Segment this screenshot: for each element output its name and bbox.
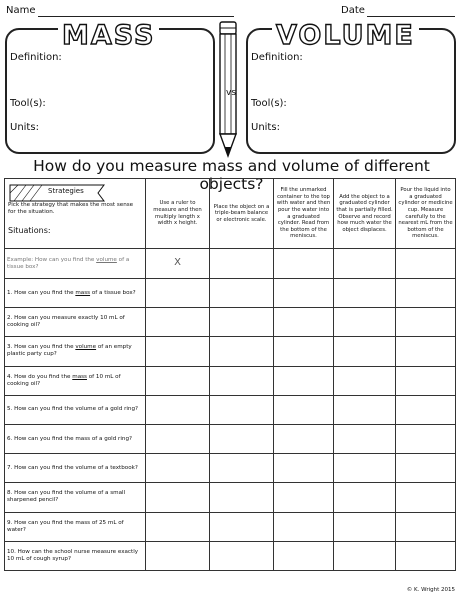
answer-cell[interactable]	[210, 512, 274, 541]
answer-cell[interactable]	[274, 366, 334, 395]
answer-cell[interactable]	[334, 541, 396, 570]
example-mark: X	[146, 249, 210, 279]
answer-cell[interactable]	[210, 483, 274, 512]
answer-cell[interactable]	[210, 454, 274, 483]
name-label: Name	[6, 5, 36, 16]
situation-question: 7. How can you find the volume of a textbook?	[5, 454, 146, 483]
strategies-instruction: Pick the strategy that makes the most sense for the situation.	[8, 201, 134, 215]
answer-cell[interactable]	[274, 541, 334, 570]
strategy-header-3: Fill the unmarked container to the top with water and then pour the water into a graduated cylinder. Read from the bottom of the meniscus.	[274, 179, 334, 249]
strategy-header-1: Use a ruler to measure and then multiply length x width x height.	[146, 179, 210, 249]
answer-cell[interactable]	[334, 395, 396, 424]
answer-cell[interactable]	[396, 424, 456, 453]
date-label: Date	[341, 5, 365, 16]
answer-cell[interactable]	[146, 395, 210, 424]
answer-cell[interactable]	[396, 395, 456, 424]
situation-question: 10. How can the school nurse measure exactly 10 mL of cough syrup?	[5, 541, 146, 570]
answer-cell[interactable]	[274, 454, 334, 483]
example-row	[5, 249, 456, 279]
answer-cell[interactable]	[334, 512, 396, 541]
answer-cell[interactable]	[334, 483, 396, 512]
mass-definition-label: Definition:	[10, 52, 62, 63]
answer-cell[interactable]	[146, 483, 210, 512]
answer-cell[interactable]	[146, 512, 210, 541]
answer-cell[interactable]	[146, 279, 210, 308]
answer-cell[interactable]	[334, 279, 396, 308]
example-cell[interactable]	[334, 249, 396, 279]
answer-cell[interactable]	[334, 424, 396, 453]
situation-row	[5, 483, 456, 512]
answer-cell[interactable]	[396, 454, 456, 483]
volume-title: VOLUME	[272, 20, 419, 51]
answer-cell[interactable]	[210, 308, 274, 337]
answer-cell[interactable]	[396, 512, 456, 541]
copyright: © K. Wright 2015	[406, 587, 455, 593]
answer-cell[interactable]	[396, 279, 456, 308]
situation-row	[5, 279, 456, 308]
strategy-header-4: Add the object to a graduated cylinder that is partially filled. Observe and record how much water the object displaces.	[334, 179, 396, 249]
vs-label: vs	[226, 88, 237, 98]
answer-cell[interactable]	[210, 424, 274, 453]
answer-cell[interactable]	[210, 366, 274, 395]
answer-cell[interactable]	[146, 308, 210, 337]
mass-units-label: Units:	[10, 122, 39, 133]
answer-cell[interactable]	[274, 512, 334, 541]
answer-cell[interactable]	[146, 366, 210, 395]
example-cell[interactable]	[210, 249, 274, 279]
volume-tools-label: Tool(s):	[251, 98, 287, 109]
answer-cell[interactable]	[274, 395, 334, 424]
strategies-title: Strategies	[48, 187, 84, 195]
situation-question: 8. How can you find the volume of a small sharpened pencil?	[5, 483, 146, 512]
answer-cell[interactable]	[146, 337, 210, 366]
situation-row	[5, 454, 456, 483]
situation-row	[5, 512, 456, 541]
answer-cell[interactable]	[274, 424, 334, 453]
answer-cell[interactable]	[274, 483, 334, 512]
situation-row	[5, 395, 456, 424]
situation-question: 6. How can you find the mass of a gold ring?	[5, 424, 146, 453]
situation-row	[5, 337, 456, 366]
situation-question: 9. How can you find the mass of 25 mL of water?	[5, 512, 146, 541]
answer-cell[interactable]	[334, 337, 396, 366]
strategy-table	[4, 178, 456, 571]
answer-cell[interactable]	[146, 541, 210, 570]
mass-title: MASS	[58, 20, 159, 51]
answer-cell[interactable]	[274, 279, 334, 308]
example-question: Example: How can you find the volume of a tissue box?	[5, 249, 146, 279]
situation-question: 2. How can you measure exactly 10 mL of cooking oil?	[5, 308, 146, 337]
answer-cell[interactable]	[396, 541, 456, 570]
situation-row	[5, 366, 456, 395]
date-field[interactable]	[367, 16, 455, 17]
volume-definition-label: Definition:	[251, 52, 303, 63]
answer-cell[interactable]	[274, 337, 334, 366]
answer-cell[interactable]	[146, 424, 210, 453]
example-cell[interactable]	[396, 249, 456, 279]
situation-question: 3. How can you find the volume of an empty plastic party cup?	[5, 337, 146, 366]
answer-cell[interactable]	[146, 454, 210, 483]
mass-tools-label: Tool(s):	[10, 98, 46, 109]
volume-units-label: Units:	[251, 122, 280, 133]
situations-label: Situations:	[8, 225, 51, 235]
strategy-header-2: Place the object on a triple-beam balance or electronic scale.	[210, 179, 274, 249]
situation-row	[5, 424, 456, 453]
answer-cell[interactable]	[274, 308, 334, 337]
answer-cell[interactable]	[396, 337, 456, 366]
answer-cell[interactable]	[210, 395, 274, 424]
main-question: How do you measure mass and volume of different objects?	[33, 157, 430, 193]
answer-cell[interactable]	[396, 483, 456, 512]
answer-cell[interactable]	[210, 279, 274, 308]
answer-cell[interactable]	[210, 541, 274, 570]
answer-cell[interactable]	[396, 308, 456, 337]
example-cell[interactable]	[274, 249, 334, 279]
answer-cell[interactable]	[334, 454, 396, 483]
strategies-row	[5, 179, 456, 249]
answer-cell[interactable]	[396, 366, 456, 395]
situation-row	[5, 541, 456, 570]
answer-cell[interactable]	[210, 337, 274, 366]
strategies-header-cell	[5, 179, 146, 249]
answer-cell[interactable]	[334, 308, 396, 337]
situation-row	[5, 308, 456, 337]
situation-question: 1. How can you find the mass of a tissue box?	[5, 279, 146, 308]
situation-question: 4. How do you find the mass of 10 mL of cooking oil?	[5, 366, 146, 395]
strategy-header-5: Pour the liquid into a graduated cylinder or medicine cup. Measure carefully to the nearest mL from the bottom of the meniscus.	[396, 179, 456, 249]
situation-question: 5. How can you find the volume of a gold ring?	[5, 395, 146, 424]
answer-cell[interactable]	[334, 366, 396, 395]
name-field[interactable]	[38, 16, 234, 17]
